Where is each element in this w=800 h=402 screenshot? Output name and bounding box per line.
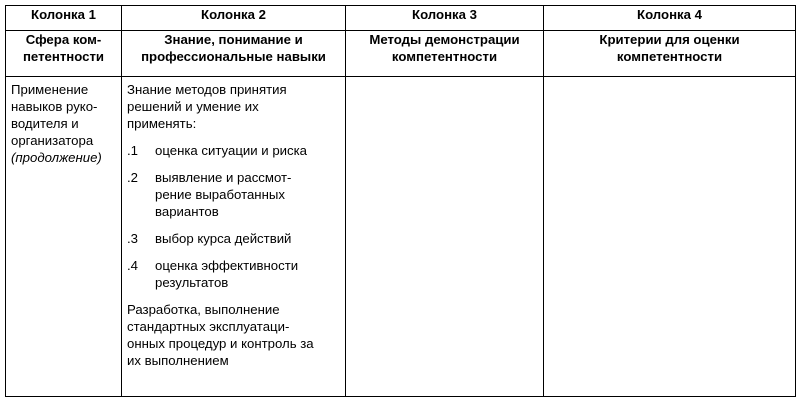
- item-line: оценка ситуации и риска: [155, 143, 308, 158]
- closing-line: их выполнением: [127, 353, 229, 368]
- intro-line: решений и умение их: [127, 99, 259, 114]
- item-line: рение выработанных: [155, 187, 285, 202]
- item-number: .3: [127, 231, 138, 246]
- list-item: [127, 169, 341, 220]
- closing-line: стандартных эксплуатаци-: [127, 319, 290, 334]
- column-header-2: Колонка 2: [122, 6, 346, 31]
- column-header-1: Колонка 1: [6, 6, 122, 31]
- item-text: [155, 230, 341, 247]
- item-number: .4: [127, 258, 138, 273]
- item-line: выявление и рассмот-: [155, 170, 292, 185]
- subheader-line: петентности: [22, 49, 105, 64]
- header-row: [6, 6, 796, 31]
- intro-line: применять:: [127, 116, 197, 131]
- criteria-cell: [544, 77, 796, 397]
- list-item: [127, 142, 341, 159]
- item-number: .2: [127, 170, 138, 185]
- item-line: оценка эффективности: [155, 258, 299, 273]
- knowledge-cell: [122, 77, 346, 397]
- item-text: [155, 142, 341, 159]
- subheader-line: профессиональные навыки: [141, 49, 326, 64]
- item-number: .1: [127, 143, 138, 158]
- closing-line: Разработка, выполнение: [127, 302, 280, 317]
- competence-line: организатора: [11, 133, 94, 148]
- column-header-4: Колонка 4: [544, 6, 796, 31]
- list-item: [127, 230, 341, 247]
- continuation-note: (продолжение): [11, 150, 102, 165]
- closing-text: [127, 301, 341, 369]
- competence-line: навыков руко-: [11, 99, 98, 114]
- content-row: [6, 77, 796, 397]
- competence-area-cell: [6, 77, 122, 397]
- item-line: результатов: [155, 275, 229, 290]
- item-line: вариантов: [155, 204, 219, 219]
- competence-line: Применение: [11, 82, 89, 97]
- intro-text: [127, 81, 341, 132]
- item-text: [155, 169, 341, 220]
- column-header-3: Колонка 3: [346, 6, 544, 31]
- subheader-line: компетентности: [391, 49, 498, 64]
- intro-line: Знание методов принятия: [127, 82, 287, 97]
- subheader-methods: [346, 31, 544, 77]
- item-text: [155, 257, 341, 291]
- list-item: [127, 257, 341, 291]
- subheader-line: Знание, понимание и: [164, 32, 303, 47]
- subheader-line: Критерии для оценки: [599, 32, 740, 47]
- subheader-line: компетентности: [616, 49, 723, 64]
- methods-cell: [346, 77, 544, 397]
- competence-line: водителя и: [11, 116, 79, 131]
- closing-line: онных процедур и контроль за: [127, 336, 314, 351]
- subheader-criteria: [544, 31, 796, 77]
- subheader-line: Сфера ком-: [25, 32, 102, 47]
- subheader-row: [6, 31, 796, 77]
- competence-table: [5, 5, 796, 397]
- item-line: выбор курса действий: [155, 231, 292, 246]
- subheader-competence-area: [6, 31, 122, 77]
- subheader-knowledge: [122, 31, 346, 77]
- subheader-line: Методы демонстрации: [369, 32, 520, 47]
